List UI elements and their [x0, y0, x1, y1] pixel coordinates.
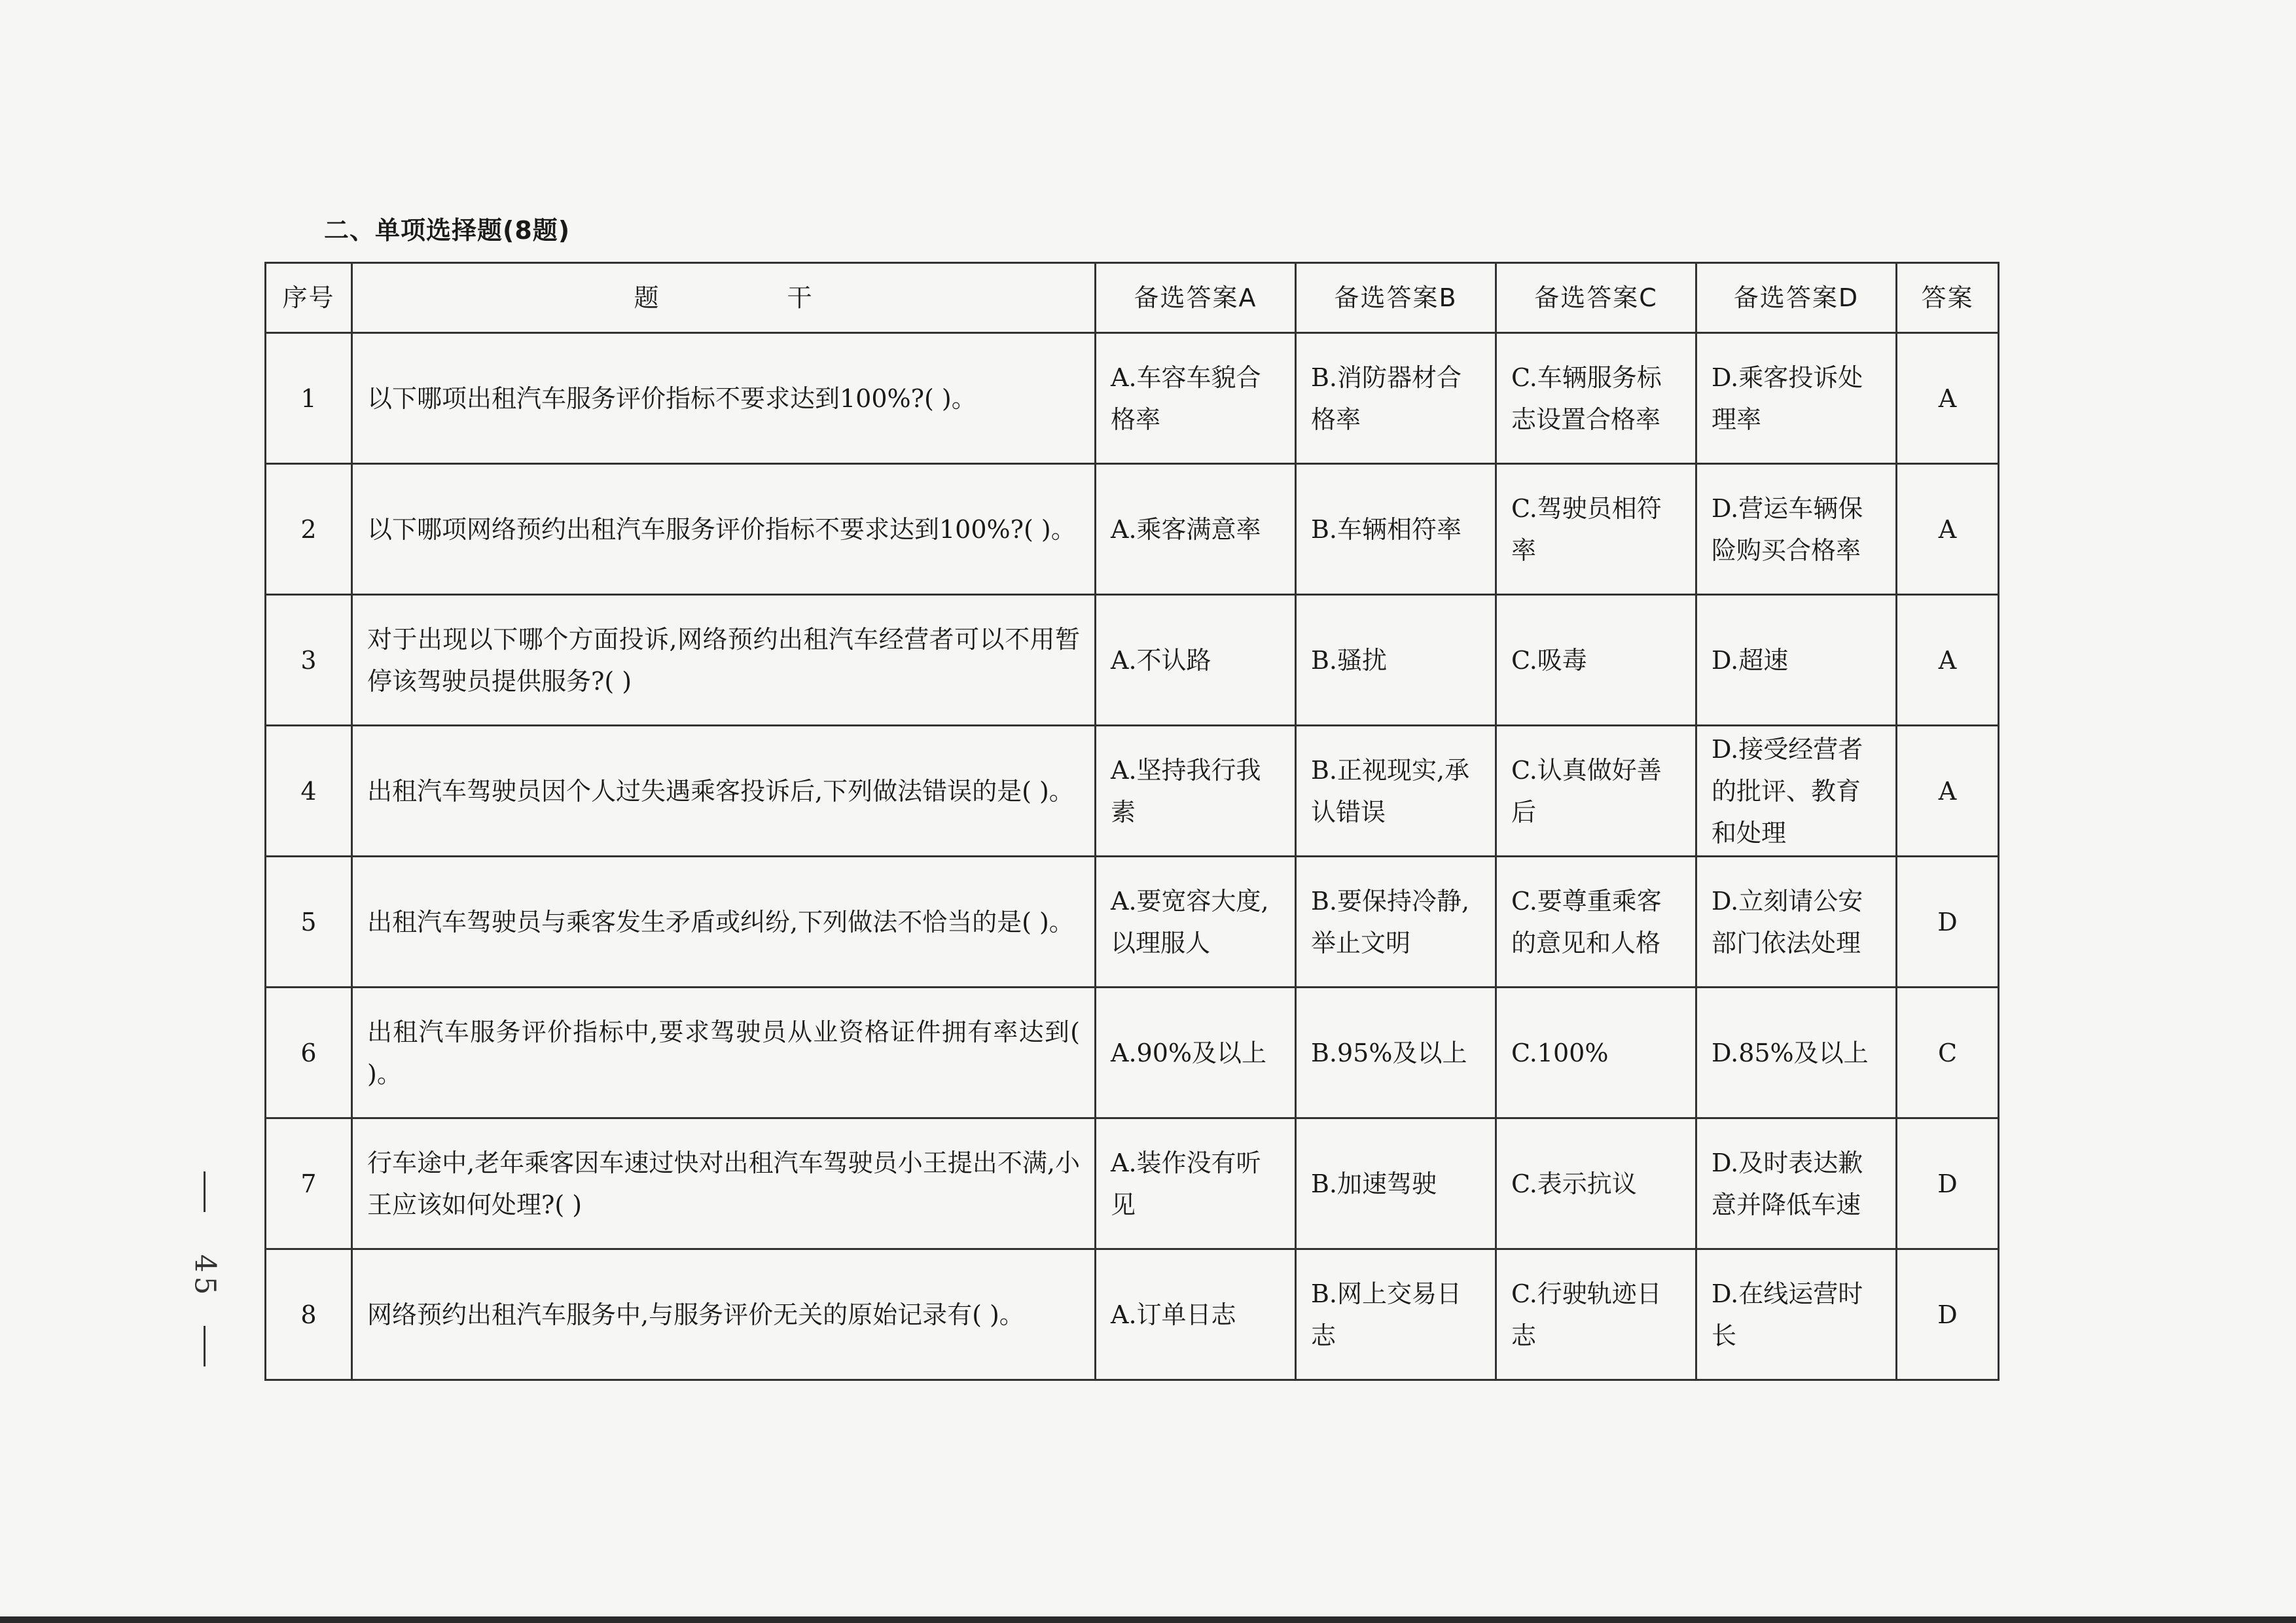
option-d: D.超速 [1696, 595, 1897, 726]
scan-bottom-edge [0, 1616, 2296, 1623]
option-c: C.行驶轨迹日志 [1496, 1249, 1696, 1380]
answer-cell: D [1897, 1249, 1999, 1380]
option-d: D.立刻请公安部门依法处理 [1696, 857, 1897, 988]
table-row [266, 1249, 1999, 1380]
section-title: 二、单项选择题(8题) [324, 216, 571, 245]
header-option-c: 备选答案C [1496, 263, 1696, 333]
option-a: A.90%及以上 [1096, 988, 1296, 1118]
option-b: B.正视现实,承认错误 [1296, 726, 1496, 857]
table-row [266, 333, 1999, 464]
option-c: C.要尊重乘客的意见和人格 [1496, 857, 1696, 988]
table-row [266, 726, 1999, 857]
option-d: D.及时表达歉意并降低车速 [1696, 1118, 1897, 1249]
question-number: 7 [266, 1118, 352, 1249]
question-table [264, 262, 2000, 1381]
option-b: B.消防器材合格率 [1296, 333, 1496, 464]
option-d: D.接受经营者的批评、教育和处理 [1696, 726, 1897, 857]
question-number: 4 [266, 726, 352, 857]
option-a: A.车容车貌合格率 [1096, 333, 1296, 464]
header-answer: 答案 [1897, 263, 1999, 333]
answer-cell: A [1897, 464, 1999, 595]
question-number: 8 [266, 1249, 352, 1380]
option-c: C.吸毒 [1496, 595, 1696, 726]
table-row [266, 1118, 1999, 1249]
option-a: A.乘客满意率 [1096, 464, 1296, 595]
option-d: D.乘客投诉处理率 [1696, 333, 1897, 464]
option-d: D.在线运营时长 [1696, 1249, 1897, 1380]
option-c: C.100% [1496, 988, 1696, 1118]
option-a: A.不认路 [1096, 595, 1296, 726]
header-stem [352, 263, 1096, 333]
table-row [266, 988, 1999, 1118]
answer-cell: A [1897, 333, 1999, 464]
table-row [266, 595, 1999, 726]
question-stem: 出租汽车驾驶员因个人过失遇乘客投诉后,下列做法错误的是( )。 [352, 726, 1096, 857]
option-c: C.表示抗议 [1496, 1118, 1696, 1249]
option-c: C.认真做好善后 [1496, 726, 1696, 857]
option-c: C.车辆服务标志设置合格率 [1496, 333, 1696, 464]
option-d: D.85%及以上 [1696, 988, 1897, 1118]
option-a: A.坚持我行我素 [1096, 726, 1296, 857]
option-a: A.订单日志 [1096, 1249, 1296, 1380]
page-number-text: 45 [188, 1254, 222, 1299]
option-b: B.网上交易日志 [1296, 1249, 1496, 1380]
question-stem: 以下哪项网络预约出租汽车服务评价指标不要求达到100%?( )。 [352, 464, 1096, 595]
option-c: C.驾驶员相符率 [1496, 464, 1696, 595]
option-b: B.骚扰 [1296, 595, 1496, 726]
header-option-b: 备选答案B [1296, 263, 1496, 333]
question-number: 3 [266, 595, 352, 726]
option-b: B.加速驾驶 [1296, 1118, 1496, 1249]
option-a: A.要宽容大度,以理服人 [1096, 857, 1296, 988]
header-no: 序号 [266, 263, 352, 333]
answer-cell: A [1897, 726, 1999, 857]
option-b: B.要保持冷静,举止文明 [1296, 857, 1496, 988]
question-stem: 网络预约出租汽车服务中,与服务评价无关的原始记录有( )。 [352, 1249, 1096, 1380]
option-a: A.装作没有听见 [1096, 1118, 1296, 1249]
header-row [266, 263, 1999, 333]
header-option-d: 备选答案D [1696, 263, 1897, 333]
table-row [266, 464, 1999, 595]
header-stem-label: 题 干 [634, 283, 814, 312]
option-d: D.营运车辆保险购买合格率 [1696, 464, 1897, 595]
question-number: 5 [266, 857, 352, 988]
answer-cell: D [1897, 1118, 1999, 1249]
answer-cell: D [1897, 857, 1999, 988]
page-number [172, 1171, 238, 1381]
question-number: 6 [266, 988, 352, 1118]
question-number: 1 [266, 333, 352, 464]
question-stem: 出租汽车服务评价指标中,要求驾驶员从业资格证件拥有率达到( )。 [352, 988, 1096, 1118]
answer-cell: C [1897, 988, 1999, 1118]
question-stem: 以下哪项出租汽车服务评价指标不要求达到100%?( )。 [352, 333, 1096, 464]
page-number-dash-bottom [204, 1326, 206, 1366]
answer-cell: A [1897, 595, 1999, 726]
question-number: 2 [266, 464, 352, 595]
header-option-a: 备选答案A [1096, 263, 1296, 333]
question-stem: 出租汽车驾驶员与乘客发生矛盾或纠纷,下列做法不恰当的是( )。 [352, 857, 1096, 988]
table-row [266, 857, 1999, 988]
page-number-dash-top [204, 1171, 206, 1212]
question-stem: 对于出现以下哪个方面投诉,网络预约出租汽车经营者可以不用暂停该驾驶员提供服务?( ) [352, 595, 1096, 726]
option-b: B.车辆相符率 [1296, 464, 1496, 595]
question-stem: 行车途中,老年乘客因车速过快对出租汽车驾驶员小王提出不满,小王应该如何处理?( ) [352, 1118, 1096, 1249]
option-b: B.95%及以上 [1296, 988, 1496, 1118]
